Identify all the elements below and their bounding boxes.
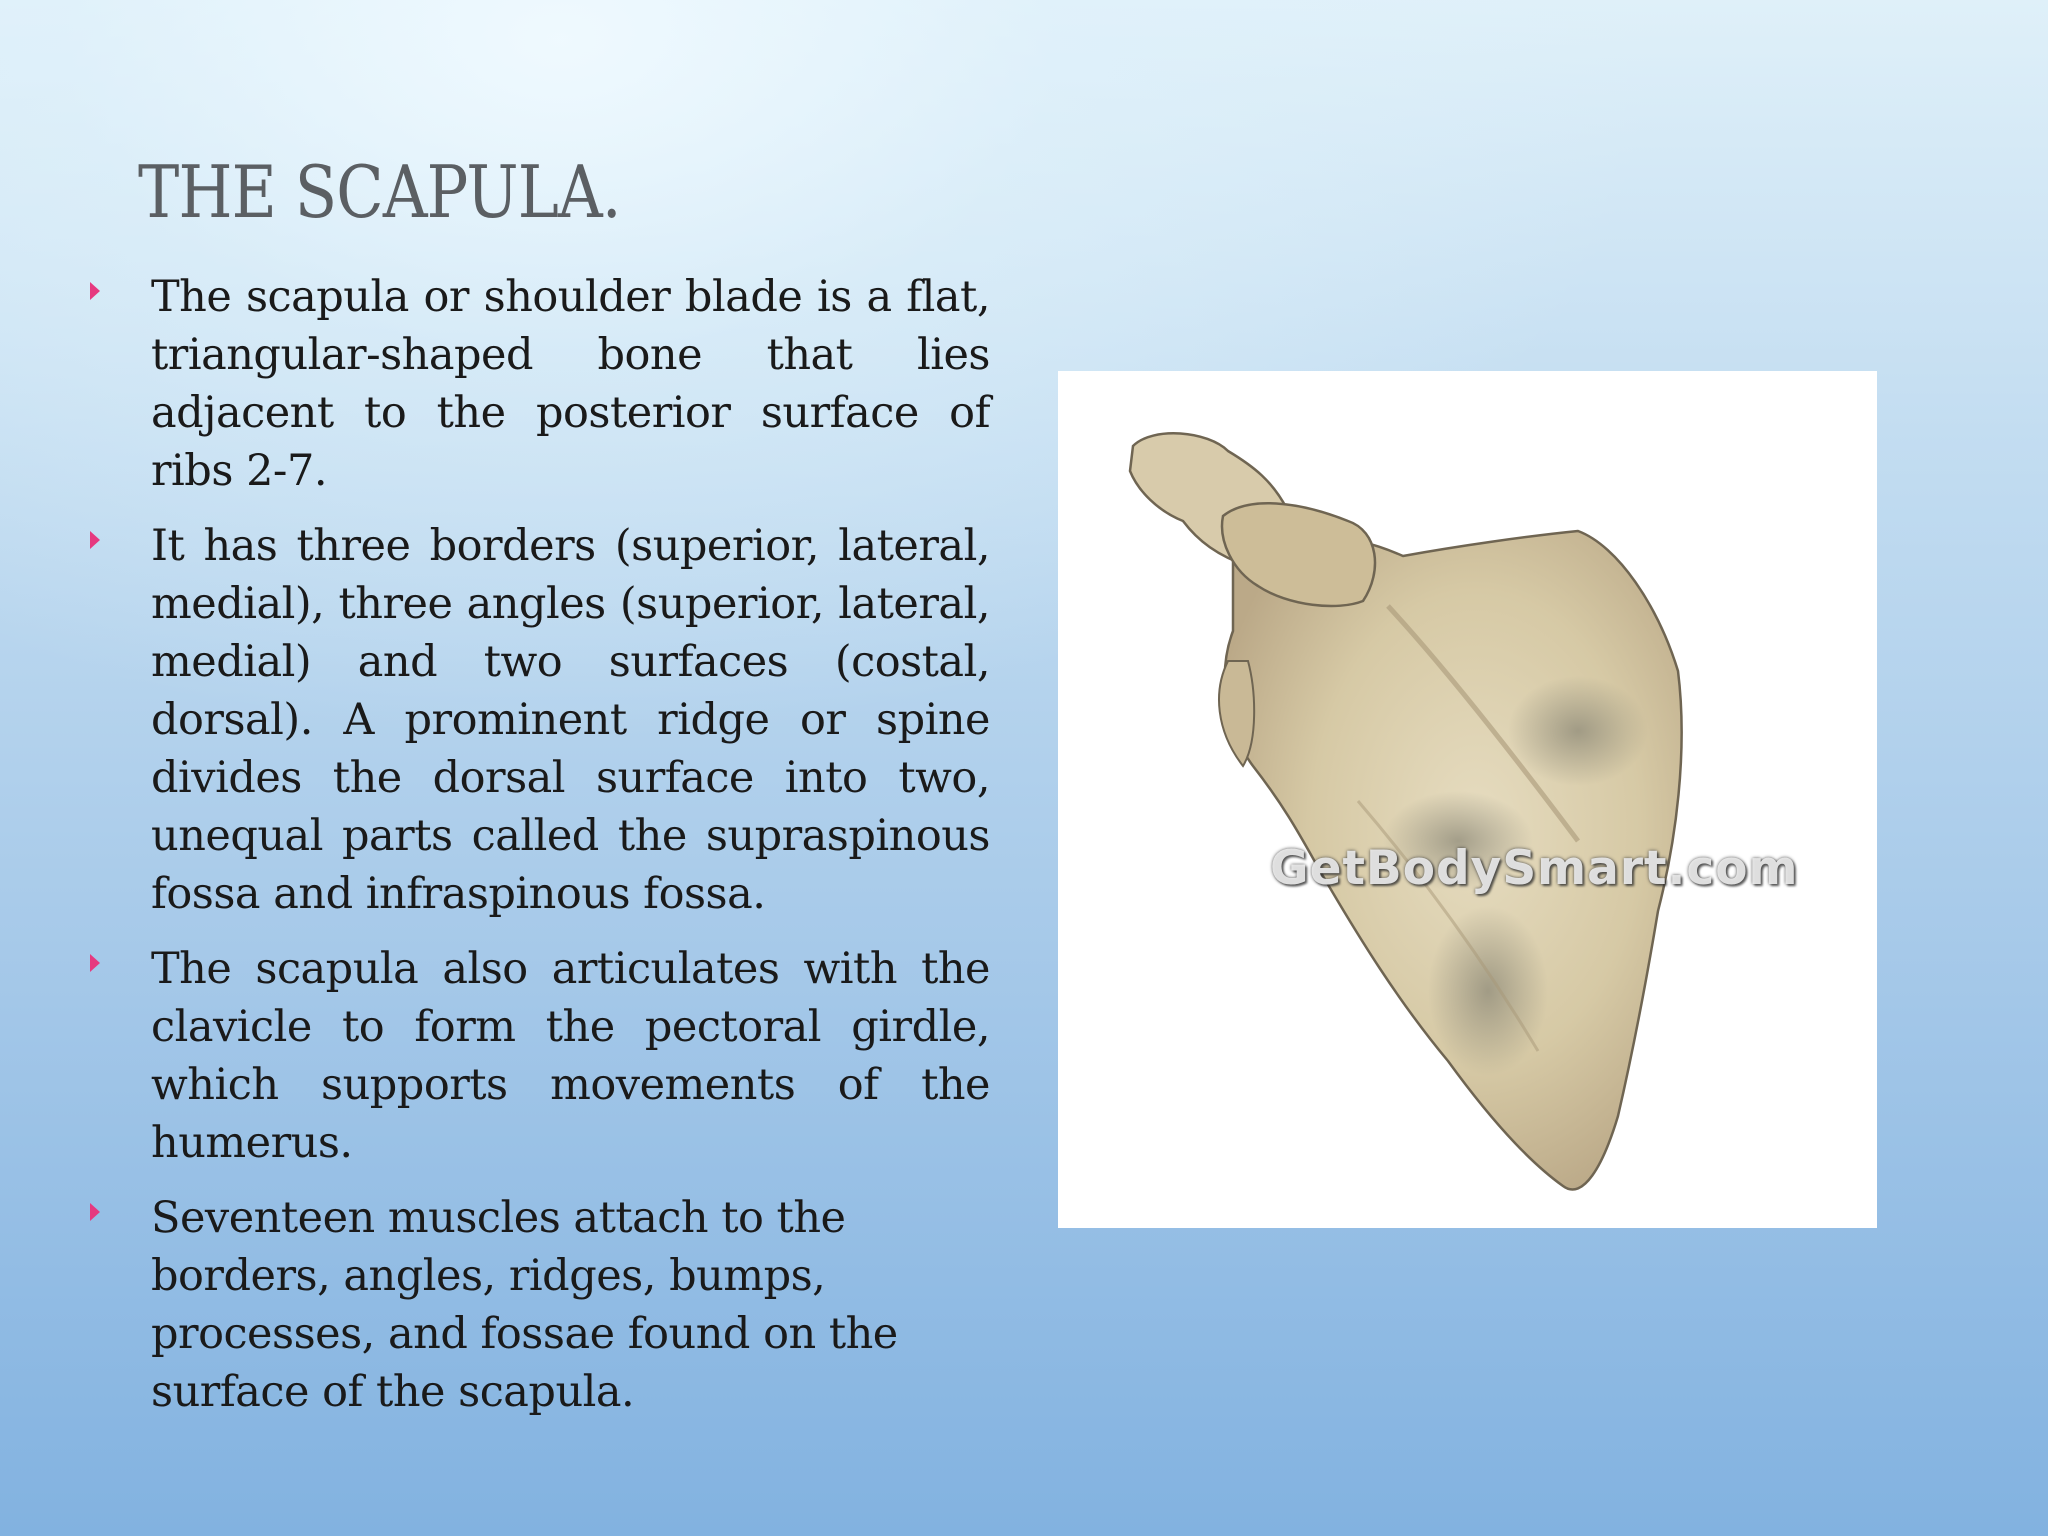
triangle-bullet-icon (90, 282, 100, 300)
image-watermark: GetBodySmart.com (1270, 841, 1799, 896)
triangle-bullet-icon (90, 954, 100, 972)
bullet-item (90, 1189, 990, 1421)
bullet-text: The scapula also articulates with the clavicle to form the pectoral girdle, which supports movements of the humerus. (151, 944, 990, 1168)
scapula-bone-illustration (1058, 371, 1877, 1228)
bullet-list (90, 268, 990, 1438)
slide-title: THE SCAPULA. (138, 150, 621, 234)
scapula-image (1058, 371, 1877, 1228)
bullet-text: Seventeen muscles attach to the borders, angles, ridges, bumps, processes, and fossae found on the surface of the scapula. (151, 1193, 898, 1417)
bullet-text: The scapula or shoulder blade is a flat, triangular-shaped bone that lies adjacent to the posterior surface of ribs 2-7. (151, 272, 990, 496)
bullet-item (90, 940, 990, 1172)
triangle-bullet-icon (90, 1203, 100, 1221)
bullet-item (90, 517, 990, 923)
bullet-item (90, 268, 990, 500)
bullet-text: It has three borders (superior, lateral, medial), three angles (superior, lateral, medial) and two surfaces (costal, dorsal). A prominent ridge or spine divides the dorsal surface into two, unequal parts called the supraspinous fossa and infraspinous fossa. (151, 521, 990, 919)
triangle-bullet-icon (90, 531, 100, 549)
